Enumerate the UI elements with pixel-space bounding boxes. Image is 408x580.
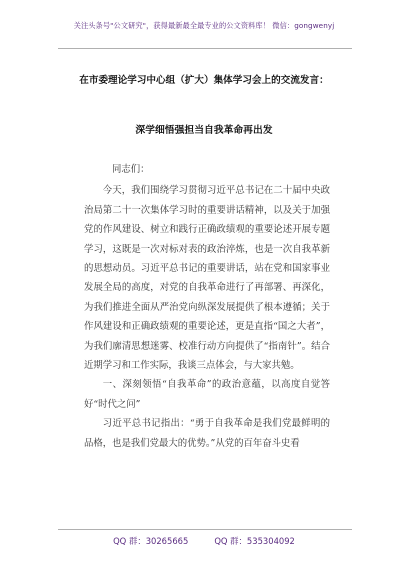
footer-qq-group-2: QQ 群：535304092 [214, 536, 295, 546]
body-paragraph: 习近平总书记指出：“勇于自我革命是我们党最鲜明的品格，也是我们党最大的优势。”从党的百年奋斗史看 [84, 418, 330, 449]
document-body [84, 160, 330, 453]
salutation: 同志们： [112, 164, 150, 175]
section-heading: 一、深刻领悟“自我革命”的政治意蕴，以高度自觉答好“时代之问” [84, 379, 330, 410]
header-divider [58, 48, 352, 49]
document-subtitle: 深学细悟强担当自我革命再出发 [135, 125, 273, 136]
body-paragraph: 今天，我们围绕学习贯彻习近平总书记在二十届中央政治局第二十一次集体学习时的重要讲话精神，以及关于加强党的作风建设、树立和践行正确政绩观的重要论述开展专题学习，这既是一次对标对表的政治淬炼，也是一次自我革新的思想动员。习近平总书记的重要讲话，站在党和国家事业发展全局的高度，对党的自我革命进行了再部署、再深化，为我们推进全面从严治党向纵深发展提供了根本遵循；关于作风建设和正确政绩观的重要论述，更是直指“国之大者”，为我们廓清思想迷雾、校准行动方向提供了“指南针”。结合近期学习和工作实际，我谈三点体会，与大家共勉。 [84, 185, 330, 372]
footer-divider [58, 529, 352, 530]
header-banner: 关注头条号"公文研究"，获得最新最全最专业的公文资料库！ 微信：gongwenyj [73, 21, 335, 30]
footer-qq-group-1: QQ 群：30265665 [113, 536, 189, 546]
document-title: 在市委理论学习中心组（扩大）集体学习会上的交流发言： [79, 75, 329, 86]
footer [0, 535, 408, 547]
